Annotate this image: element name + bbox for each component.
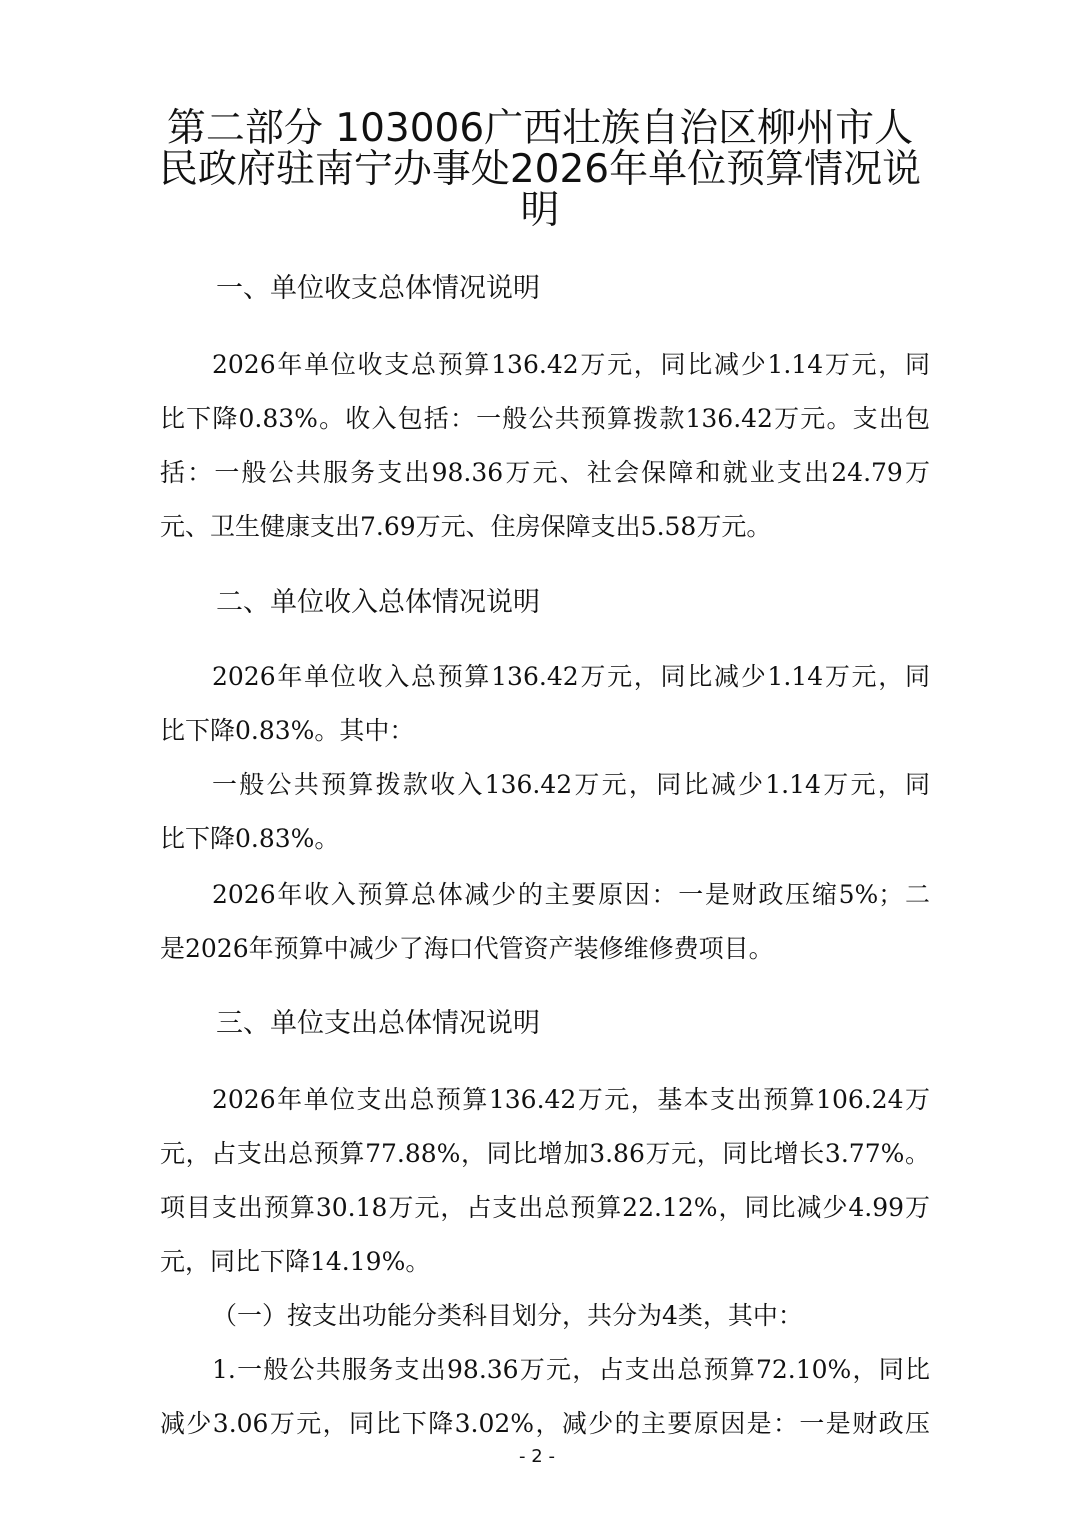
section-heading-3: 三、单位支出总体情况说明 (216, 1008, 540, 1039)
paragraph-line: 减少3.06万元，同比下降3.02%，减少的主要原因是：一是财政压 (160, 1409, 930, 1438)
paragraph-line: 括：一般公共服务支出98.36万元、社会保障和就业支出24.79万 (160, 458, 930, 487)
title-line: 第二部分 103006广西壮族自治区柳州市人 (166, 106, 914, 151)
paragraph-line: 元，占支出总预算77.88%，同比增加3.86万元，同比增长3.77%。 (160, 1139, 930, 1168)
paragraph-line: 1.一般公共服务支出98.36万元，占支出总预算72.10%，同比 (212, 1355, 930, 1384)
paragraph-line: （一）按支出功能分类科目划分，共分为4类，其中： (212, 1301, 803, 1330)
paragraph-line: 比下降0.83%。其中： (160, 716, 415, 745)
paragraph-line: 2026年收入预算总体减少的主要原因：一是财政压缩5%；二 (212, 880, 930, 909)
paragraph-line: 是2026年预算中减少了海口代管资产装修维修费项目。 (160, 934, 774, 963)
paragraph-line: 2026年单位收入总预算136.42万元，同比减少1.14万元，同 (212, 662, 930, 691)
paragraph-line: 比下降0.83%。 (160, 824, 340, 853)
paragraph-line: 元、卫生健康支出7.69万元、住房保障支出5.58万元。 (160, 512, 772, 541)
paragraph-line: 元，同比下降14.19%。 (160, 1247, 431, 1276)
paragraph-line: 项目支出预算30.18万元，占支出总预算22.12%，同比减少4.99万 (160, 1193, 930, 1222)
paragraph-line: 一般公共预算拨款收入136.42万元，同比减少1.14万元，同 (212, 770, 930, 799)
page-number: - 2 - (519, 1446, 555, 1467)
title-line: 民政府驻南宁办事处2026年单位预算情况说 (158, 147, 922, 192)
title-line: 明 (520, 188, 560, 233)
document-title (150, 108, 930, 231)
section-heading-2: 二、单位收入总体情况说明 (216, 587, 540, 618)
paragraph-line: 2026年单位支出总预算136.42万元，基本支出预算106.24万 (212, 1085, 930, 1114)
section-heading-1: 一、单位收支总体情况说明 (216, 273, 540, 304)
paragraph-line: 2026年单位收支总预算136.42万元，同比减少1.14万元，同 (212, 350, 930, 379)
paragraph-line: 比下降0.83%。收入包括：一般公共预算拨款136.42万元。支出包 (160, 404, 930, 433)
